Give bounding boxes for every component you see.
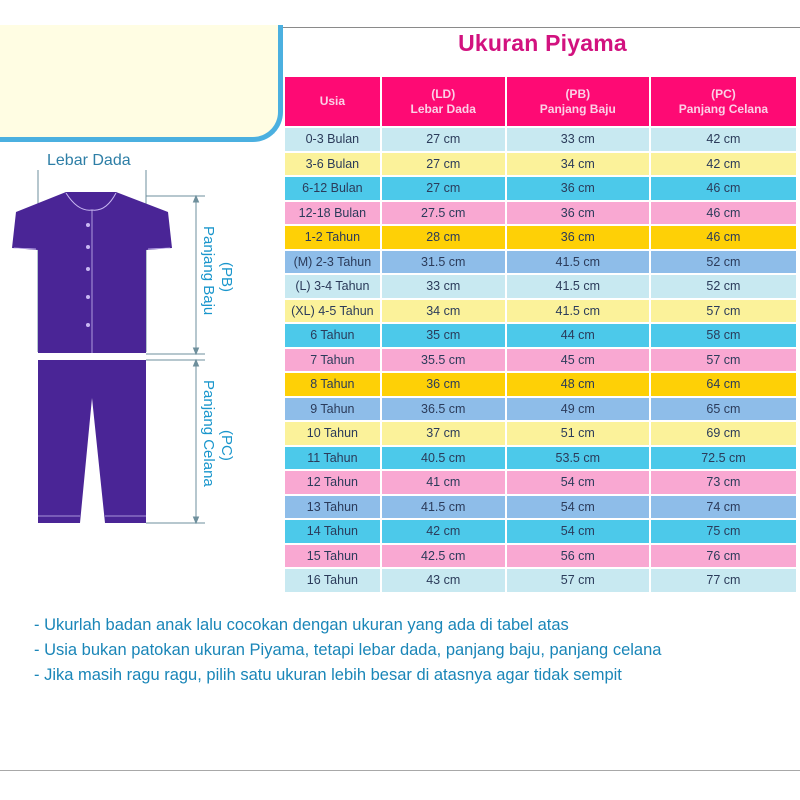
shirt-length-cell: 41.5 cm <box>507 300 649 323</box>
table-row <box>285 202 796 225</box>
shirt-length-cell: 45 cm <box>507 349 649 372</box>
pants-length-cell: 42 cm <box>651 128 796 151</box>
table-row <box>285 471 796 494</box>
pants-length-label: Panjang Celana <box>200 380 217 487</box>
age-cell: 0-3 Bulan <box>285 128 380 151</box>
shirt-length-cell: 48 cm <box>507 373 649 396</box>
shirt-length-cell: 36 cm <box>507 202 649 225</box>
age-cell: 6-12 Bulan <box>285 177 380 200</box>
chest-width-cell: 31.5 cm <box>382 251 505 274</box>
pants-length-cell: 77 cm <box>651 569 796 592</box>
header-panjang-baju: (PB) Panjang Baju <box>507 77 649 126</box>
pants-icon <box>38 360 146 523</box>
chest-width-label: Lebar Dada <box>47 152 131 169</box>
table-row <box>285 496 796 519</box>
shirt-length-cell: 49 cm <box>507 398 649 421</box>
shirt-length-cell: 36 cm <box>507 226 649 249</box>
age-cell: (XL) 4-5 Tahun <box>285 300 380 323</box>
pants-length-cell: 46 cm <box>651 202 796 225</box>
age-cell: 12-18 Bulan <box>285 202 380 225</box>
table-row <box>285 324 796 347</box>
table-row <box>285 373 796 396</box>
table-row <box>285 153 796 176</box>
shirt-length-cell: 54 cm <box>507 496 649 519</box>
chest-width-cell: 35.5 cm <box>382 349 505 372</box>
shirt-length-cell: 41.5 cm <box>507 251 649 274</box>
age-cell: 15 Tahun <box>285 545 380 568</box>
chest-width-cell: 33 cm <box>382 275 505 298</box>
chest-width-cell: 27 cm <box>382 153 505 176</box>
header-usia: Usia <box>285 77 380 126</box>
pants-length-cell: 46 cm <box>651 226 796 249</box>
pants-length-cell: 46 cm <box>651 177 796 200</box>
table-row <box>285 422 796 445</box>
chest-width-cell: 34 cm <box>382 300 505 323</box>
table-header-row <box>285 77 796 126</box>
shirt-length-cell: 33 cm <box>507 128 649 151</box>
age-cell: 8 Tahun <box>285 373 380 396</box>
header-panjang-celana: (PC) Panjang Celana <box>651 77 796 126</box>
table-row <box>285 569 796 592</box>
shirt-length-cell: 36 cm <box>507 177 649 200</box>
table-row <box>285 447 796 470</box>
age-cell: 13 Tahun <box>285 496 380 519</box>
chest-width-cell: 42 cm <box>382 520 505 543</box>
pants-length-cell: 76 cm <box>651 545 796 568</box>
chest-width-cell: 27 cm <box>382 177 505 200</box>
note-item: - Jika masih ragu ragu, pilih satu ukuran lebih besar di atasnya agar tidak sempit <box>34 666 622 684</box>
shirt-length-cell: 53.5 cm <box>507 447 649 470</box>
age-cell: (M) 2-3 Tahun <box>285 251 380 274</box>
table-row <box>285 545 796 568</box>
chest-width-cell: 27.5 cm <box>382 202 505 225</box>
table-row <box>285 349 796 372</box>
pants-length-cell: 58 cm <box>651 324 796 347</box>
age-cell: 10 Tahun <box>285 422 380 445</box>
pants-length-code: (PC) <box>218 430 235 461</box>
age-cell: 6 Tahun <box>285 324 380 347</box>
chest-width-cell: 40.5 cm <box>382 447 505 470</box>
shirt-length-cell: 41.5 cm <box>507 275 649 298</box>
table-row <box>285 128 796 151</box>
decorative-corner-panel <box>0 25 283 142</box>
pants-length-cell: 72.5 cm <box>651 447 796 470</box>
bottom-divider <box>0 770 800 771</box>
notes-list <box>34 613 661 688</box>
age-cell: 16 Tahun <box>285 569 380 592</box>
pants-length-cell: 73 cm <box>651 471 796 494</box>
chest-width-cell: 43 cm <box>382 569 505 592</box>
note-item: - Usia bukan patokan ukuran Piyama, tetapi lebar dada, panjang baju, panjang celana <box>34 641 662 659</box>
table-row <box>285 275 796 298</box>
shirt-length-cell: 54 cm <box>507 471 649 494</box>
table-row <box>285 300 796 323</box>
pants-length-cell: 69 cm <box>651 422 796 445</box>
shirt-length-code: (PB) <box>218 262 235 292</box>
chest-width-cell: 41 cm <box>382 471 505 494</box>
pants-length-cell: 65 cm <box>651 398 796 421</box>
age-cell: 7 Tahun <box>285 349 380 372</box>
chest-width-cell: 27 cm <box>382 128 505 151</box>
pants-length-cell: 52 cm <box>651 251 796 274</box>
pants-length-cell: 57 cm <box>651 300 796 323</box>
chest-width-cell: 41.5 cm <box>382 496 505 519</box>
header-lebar-dada: (LD) Lebar Dada <box>382 77 505 126</box>
chest-width-cell: 37 cm <box>382 422 505 445</box>
age-cell: (L) 3-4 Tahun <box>285 275 380 298</box>
chest-width-cell: 36 cm <box>382 373 505 396</box>
note-item: - Ukurlah badan anak lalu cocokan dengan ukuran yang ada di tabel atas <box>34 616 569 634</box>
age-cell: 11 Tahun <box>285 447 380 470</box>
table-row <box>285 226 796 249</box>
size-table <box>283 75 798 594</box>
table-row <box>285 251 796 274</box>
shirt-length-cell: 54 cm <box>507 520 649 543</box>
chest-width-cell: 42.5 cm <box>382 545 505 568</box>
pants-length-cell: 57 cm <box>651 349 796 372</box>
age-cell: 12 Tahun <box>285 471 380 494</box>
pants-length-cell: 64 cm <box>651 373 796 396</box>
page-title: Ukuran Piyama <box>458 30 627 56</box>
shirt-length-cell: 56 cm <box>507 545 649 568</box>
table-row <box>285 398 796 421</box>
chest-width-cell: 35 cm <box>382 324 505 347</box>
shirt-length-cell: 51 cm <box>507 422 649 445</box>
shirt-length-cell: 34 cm <box>507 153 649 176</box>
pants-length-cell: 42 cm <box>651 153 796 176</box>
age-cell: 1-2 Tahun <box>285 226 380 249</box>
chest-width-cell: 28 cm <box>382 226 505 249</box>
table-row <box>285 520 796 543</box>
shirt-length-cell: 57 cm <box>507 569 649 592</box>
shirt-length-label: Panjang Baju <box>200 226 217 316</box>
age-cell: 3-6 Bulan <box>285 153 380 176</box>
chest-width-cell: 36.5 cm <box>382 398 505 421</box>
pants-length-cell: 75 cm <box>651 520 796 543</box>
pants-length-cell: 74 cm <box>651 496 796 519</box>
shirt-length-cell: 44 cm <box>507 324 649 347</box>
shirt-icon <box>12 192 172 353</box>
age-cell: 9 Tahun <box>285 398 380 421</box>
table-row <box>285 177 796 200</box>
pants-length-cell: 52 cm <box>651 275 796 298</box>
age-cell: 14 Tahun <box>285 520 380 543</box>
